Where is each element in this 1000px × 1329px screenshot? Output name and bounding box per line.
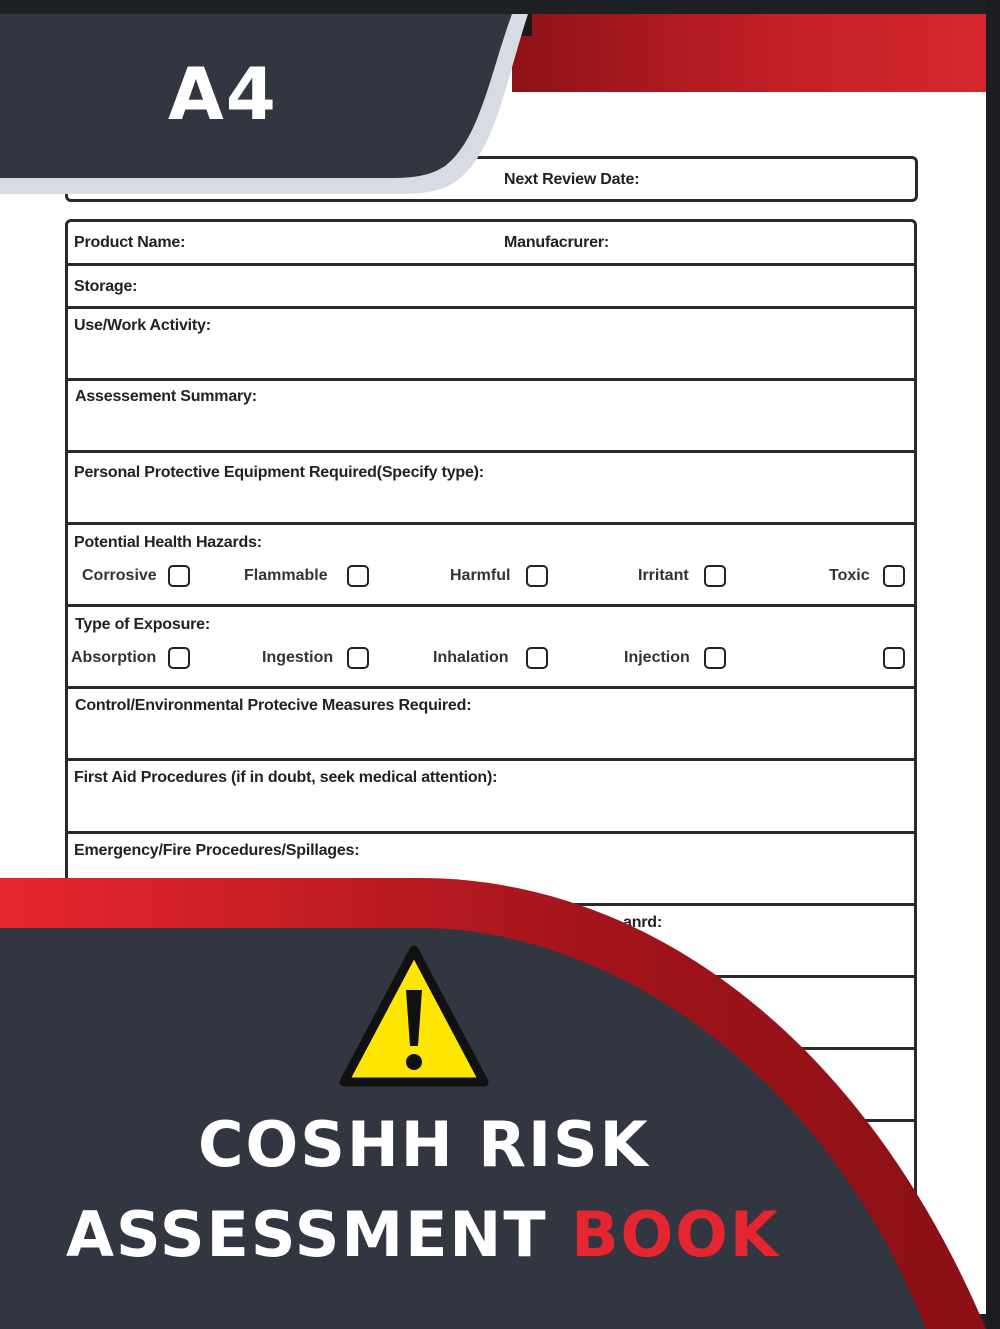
product-name-label: Product Name:	[74, 234, 186, 251]
storage-label: Storage:	[74, 278, 138, 295]
next-review-date-label: Next Review Date:	[504, 171, 640, 188]
hazard-toxic-label: Toxic	[829, 567, 870, 584]
cover-title-line2	[66, 1198, 780, 1271]
manufacturer-label: Manufacrurer:	[504, 234, 609, 251]
control-measures-label: Control/Environmental Protecive Measures Required:	[75, 697, 472, 714]
assessment-summary-label: Assessement Summary:	[75, 388, 257, 405]
exposure-label: Type of Exposure:	[75, 616, 210, 633]
exposure-ingestion-label: Ingestion	[262, 649, 334, 666]
warning-triangle-icon	[338, 942, 490, 1090]
ppe-label: Personal Protective Equipment Required(Specify type):	[74, 464, 484, 481]
health-hazards-label: Potential Health Hazards:	[74, 534, 262, 551]
a4-label: A4	[168, 52, 278, 136]
hazard-flammable-label: Flammable	[244, 567, 328, 584]
emergency-label: Emergency/Fire Procedures/Spillages:	[74, 842, 360, 859]
first-aid-label: First Aid Procedures (if in doubt, seek medical attention):	[74, 769, 498, 786]
hazard-irritant-label: Irritant	[638, 567, 689, 584]
exposure-inhalation-label: Inhalation	[433, 649, 509, 666]
hazard-harmful-label: Harmful	[450, 567, 511, 584]
cover-title-assessment: ASSESSMENT	[66, 1198, 548, 1271]
cover-title-line1: COSHH RISK	[198, 1108, 650, 1181]
exposure-absorption-label: Absorption	[71, 649, 157, 666]
hazard-corrosive-label: Corrosive	[82, 567, 157, 584]
exposure-injection-label: Injection	[624, 649, 690, 666]
use-work-activity-label: Use/Work Activity:	[74, 317, 211, 334]
cover-title-book: BOOK	[571, 1198, 780, 1271]
partial-label: anrd:	[623, 914, 663, 931]
